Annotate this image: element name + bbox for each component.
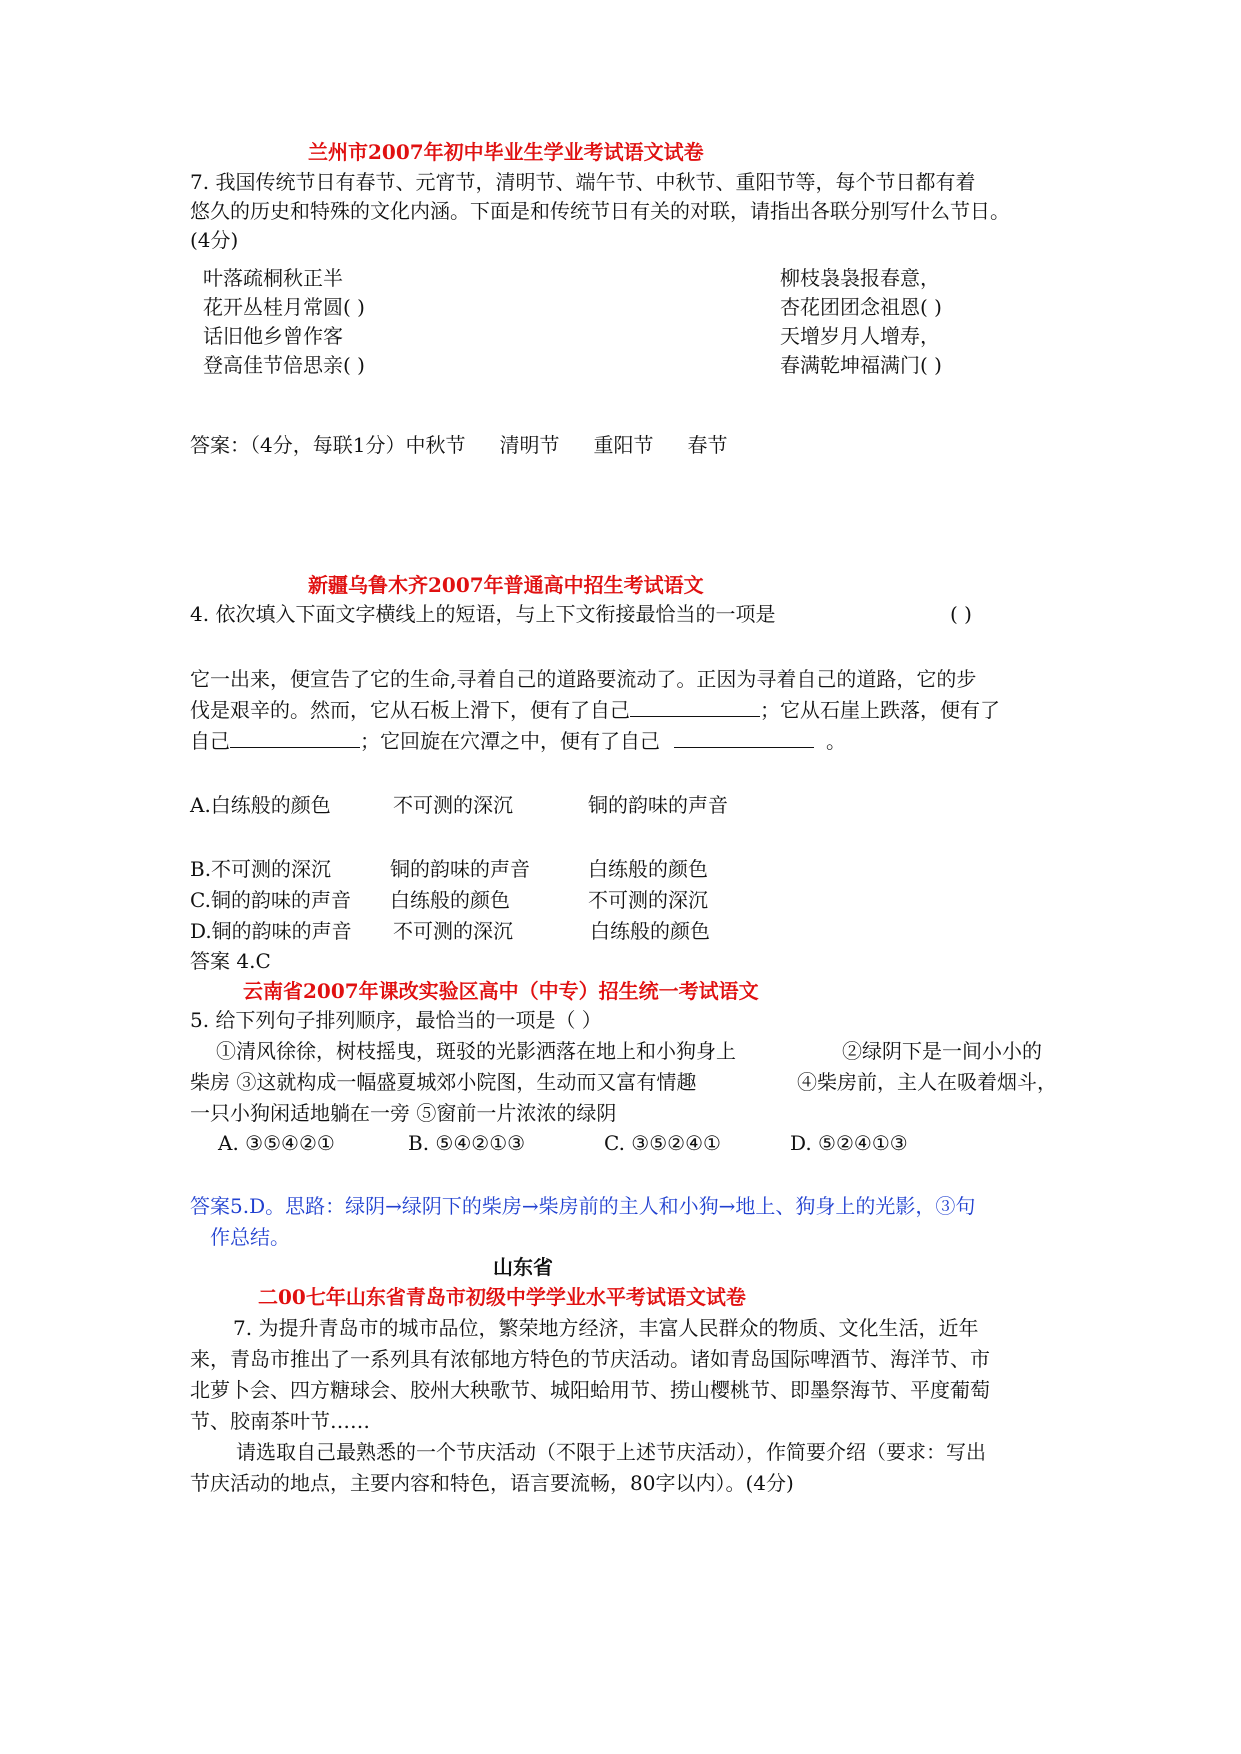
couplet-right: 春满乾坤福满门( )	[780, 353, 942, 377]
passage-segment: 自己	[190, 729, 230, 753]
couplet-left: 话旧他乡曾作客	[203, 324, 343, 348]
sentence-text: ④柴房前，主人在吸着烟斗，	[797, 1070, 1057, 1094]
sentence-text: 一只小狗闲适地躺在一旁 ⑤窗前一片浓浓的绿阴	[190, 1101, 617, 1125]
passage-segment: 。	[826, 729, 846, 753]
question-text: 节庆活动的地点，主要内容和特色，语言要流畅，80字以内）。(4分)	[190, 1471, 794, 1495]
choice-item: B. ⑤④②①③	[408, 1131, 526, 1155]
question-text: 7. 为提升青岛市的城市品位，繁荣地方经济，丰富人民群众的物质、文化生活，近年	[233, 1316, 979, 1340]
option-item: 不可测的深沉	[393, 793, 513, 817]
option-label: C.铜的韵味的声音	[190, 888, 351, 912]
question-text: 请选取自己最熟悉的一个节庆活动（不限于上述节庆活动），作简要介绍（要求：写出	[236, 1440, 986, 1464]
choice-item: A. ③⑤④②①	[218, 1131, 335, 1155]
answer-explanation: 答案5.D。思路：绿阴→绿阴下的柴房→柴房前的主人和小狗→地上、狗身上的光影，③句	[190, 1194, 976, 1218]
couplet-right: 天增岁月人增寿，	[780, 324, 940, 348]
question-text: 4. 依次填入下面文字横线上的短语，与上下文衔接最恰当的一项是	[190, 602, 776, 626]
couplet-left: 叶落疏桐秋正半	[203, 266, 343, 290]
question-text: 7. 我国传统节日有春节、元宵节，清明节、端午节、中秋节、重阳节等，每个节日都有着	[190, 170, 976, 194]
answer-item: 清明节	[499, 433, 560, 457]
option-label: D.铜的韵味的声音	[190, 919, 352, 943]
question-text: 北萝卜会、四方糖球会、胶州大秧歌节、城阳蛤用节、捞山樱桃节、即墨祭海节、平度葡萄	[190, 1378, 990, 1402]
question-text: 5. 给下列句子排列顺序，最恰当的一项是（ ）	[190, 1008, 602, 1032]
sentence-text: ①清风徐徐，树枝摇曳，斑驳的光影洒落在地上和小狗身上	[216, 1039, 736, 1063]
passage-text: 它一出来，便宣告了它的生命,寻着自己的道路要流动了。正因为寻着自己的道路，它的步	[190, 667, 977, 691]
option-item: 不可测的深沉	[588, 888, 708, 912]
answer-line	[190, 429, 727, 461]
question-text: 悠久的历史和特殊的文化内涵。下面是和传统节日有关的对联，请指出各联分别写什么节日。	[190, 199, 1010, 223]
section-title-qingdao: 二00七年山东省青岛市初级中学学业水平考试语文试卷	[258, 1285, 746, 1309]
option-item: 白练般的颜色	[588, 857, 708, 881]
question-text: 来，青岛市推出了一系列具有浓郁地方特色的节庆活动。诸如青岛国际啤酒节、海洋节、市	[190, 1347, 990, 1371]
couplet-right: 杏花团团念祖恩( )	[780, 295, 942, 319]
question-score: (4分)	[190, 228, 239, 252]
sentence-text: ②绿阴下是一间小小的	[842, 1039, 1042, 1063]
passage-text	[190, 694, 1000, 726]
answer-explanation: 作总结。	[210, 1225, 290, 1249]
question-text: 节、胶南茶叶节……	[190, 1409, 370, 1433]
fill-blank-3	[674, 725, 814, 748]
answer-item: 春节	[687, 433, 728, 457]
option-label: B.不可测的深沉	[190, 857, 332, 881]
passage-segment: ；它从石崖上跌落，便有了	[760, 698, 1000, 722]
option-item: 白练般的颜色	[390, 888, 510, 912]
answer-item: 重阳节	[593, 433, 654, 457]
fill-blank-2	[230, 725, 360, 748]
option-item: 白练般的颜色	[590, 919, 710, 943]
passage-segment: 伐是艰辛的。然而，它从石板上滑下，便有了自己	[190, 698, 630, 722]
option-item: 铜的韵味的声音	[390, 857, 530, 881]
fill-blank-1	[630, 694, 760, 717]
choice-item: D. ⑤②④①③	[790, 1131, 908, 1155]
option-item: 铜的韵味的声音	[588, 793, 728, 817]
answer-paren: ( )	[950, 602, 972, 626]
sentence-text: 柴房 ③这就构成一幅盛夏城郊小院图，生动而又富有情趣	[190, 1070, 697, 1094]
choice-item: C. ③⑤②④①	[604, 1131, 721, 1155]
couplet-left: 登高佳节倍思亲( )	[203, 353, 365, 377]
option-item: 不可测的深沉	[393, 919, 513, 943]
section-title-xinjiang: 新疆乌鲁木齐2007年普通高中招生考试语文	[308, 573, 704, 597]
option-label: A.白练般的颜色	[190, 793, 331, 817]
answer-line: 答案 4.C	[190, 949, 271, 973]
region-heading: 山东省	[493, 1255, 553, 1279]
answer-prefix: 答案：（4分，每联1分）中秋节	[190, 433, 466, 457]
passage-segment: ；它回旋在穴潭之中，便有了自己	[360, 729, 660, 753]
section-title-yunnan: 云南省2007年课改实验区高中（中专）招生统一考试语文	[243, 979, 759, 1003]
couplet-left: 花开丛桂月常圆( )	[203, 295, 365, 319]
couplet-right: 柳枝袅袅报春意，	[780, 266, 940, 290]
passage-text	[190, 725, 846, 757]
section-title-lanzhou: 兰州市2007年初中毕业生学业考试语文试卷	[308, 140, 704, 164]
